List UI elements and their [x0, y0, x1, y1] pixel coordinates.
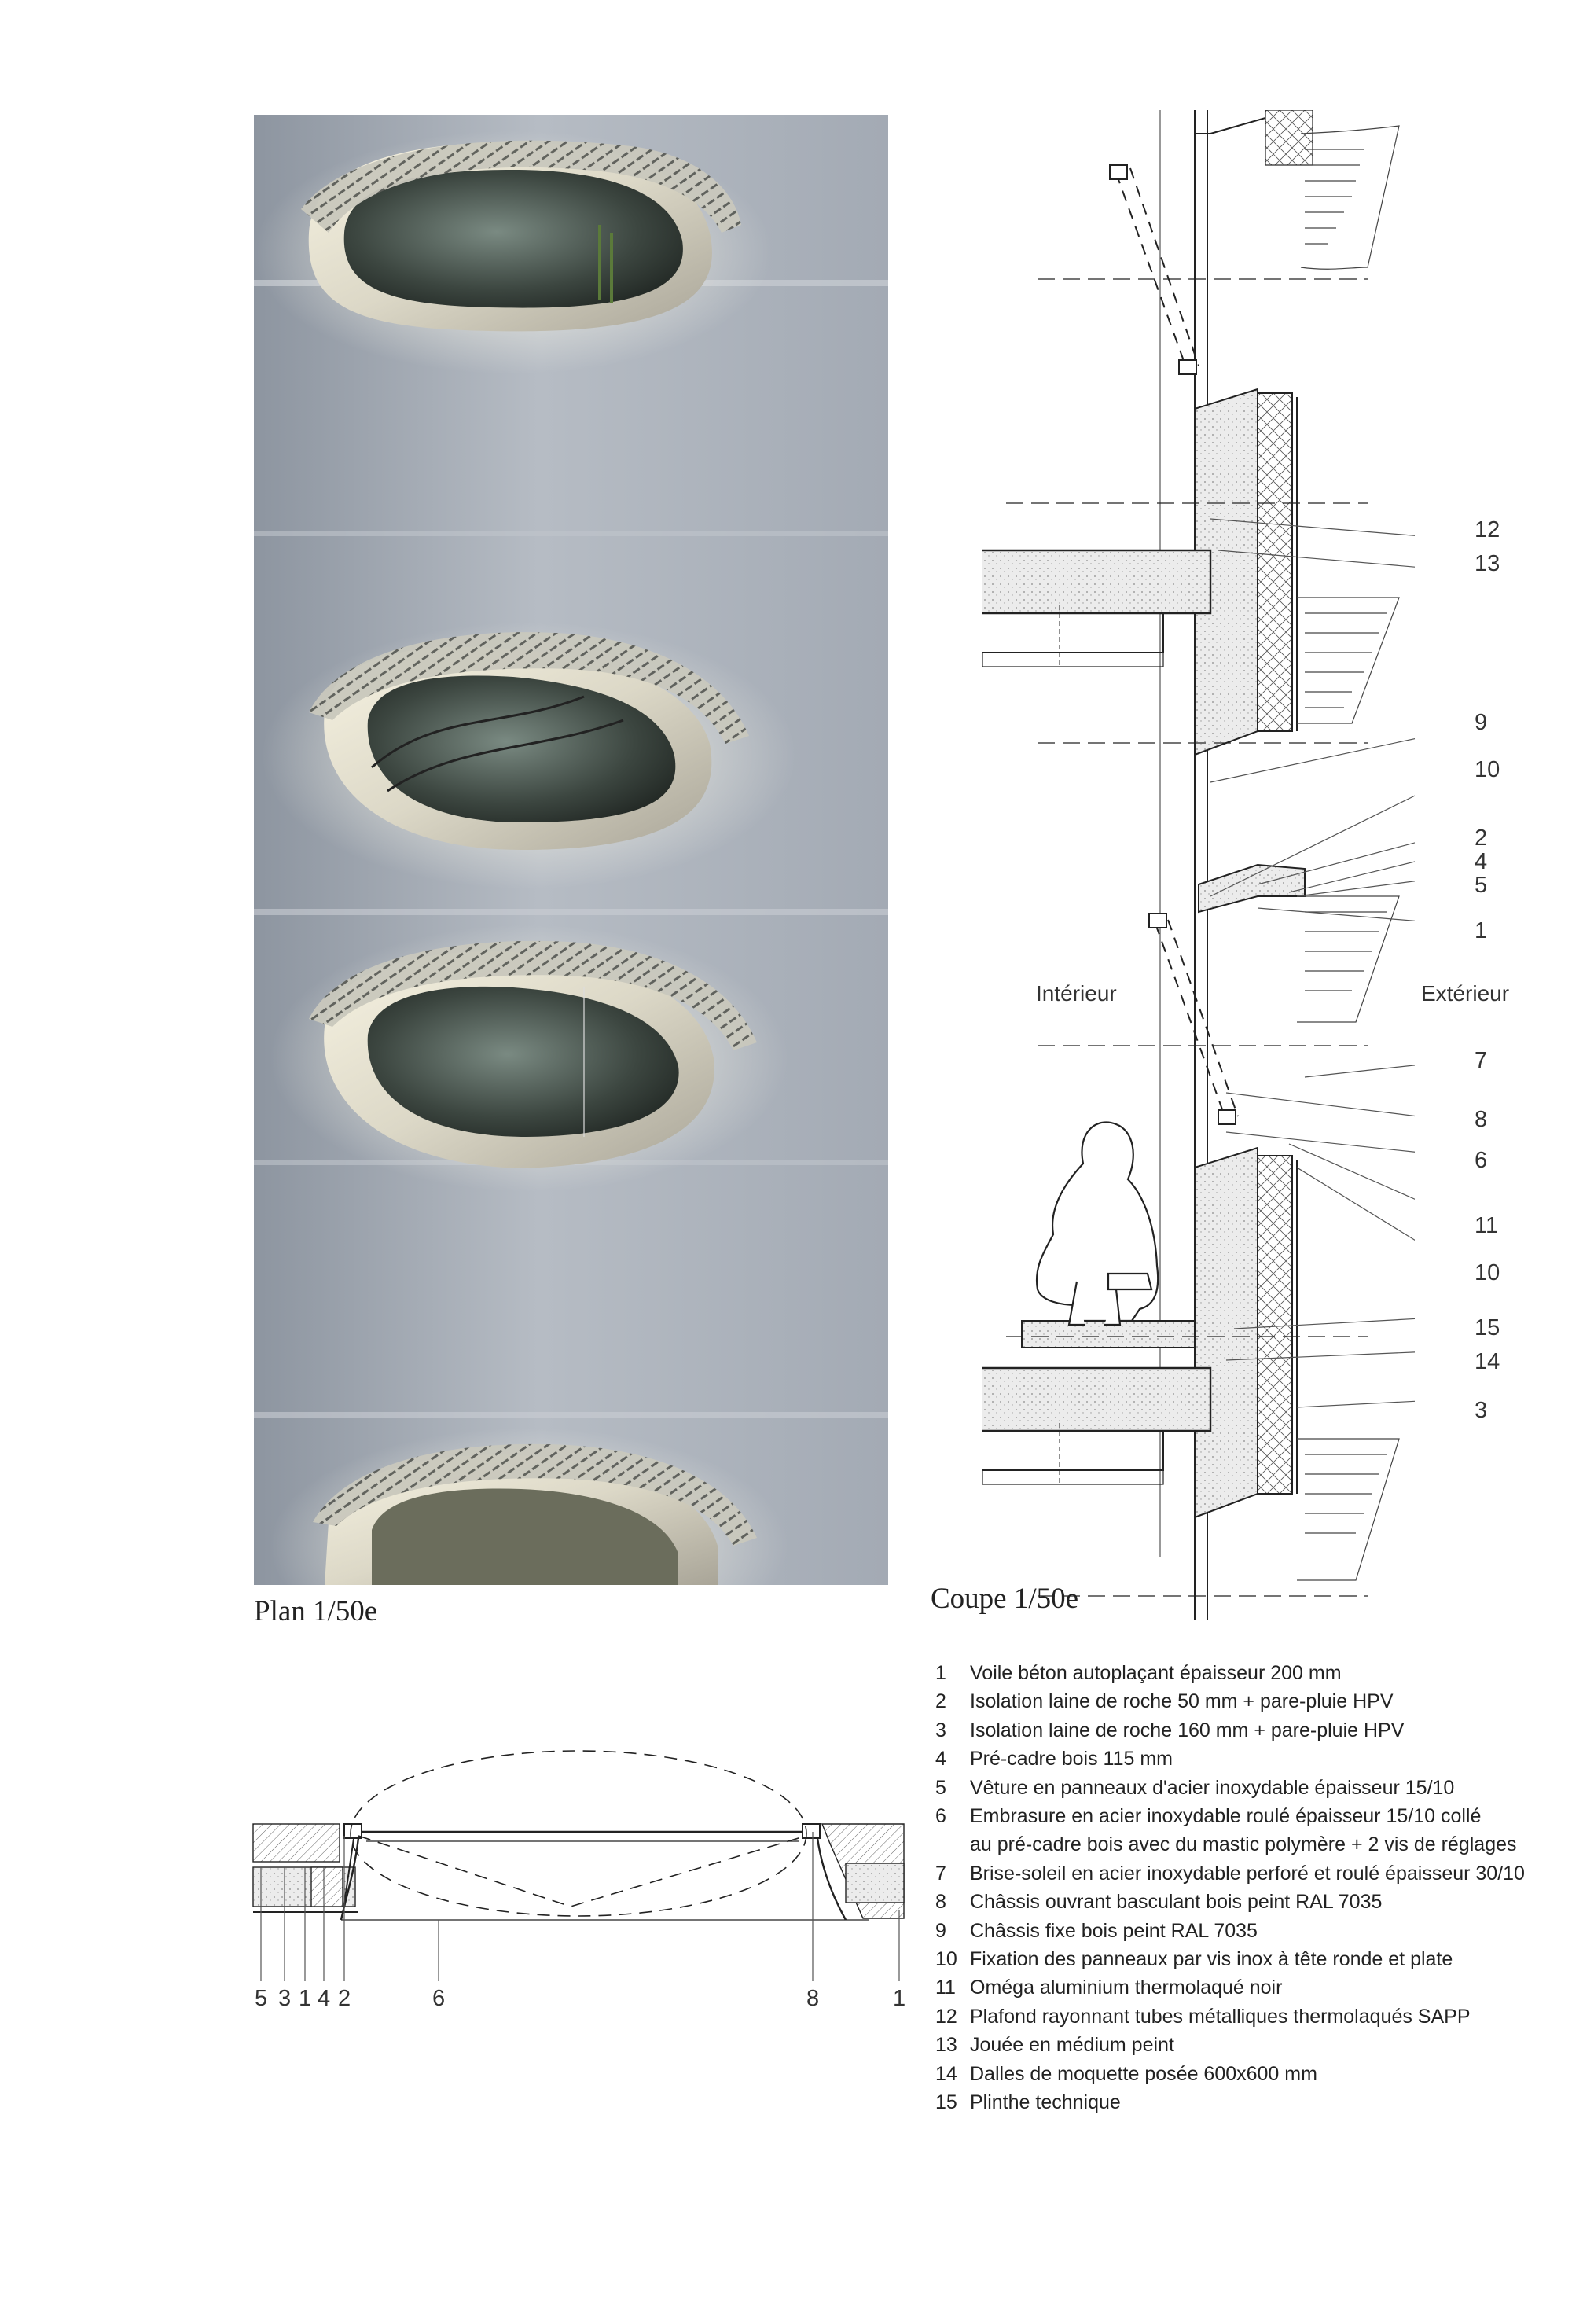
legend-text: Plafond rayonnant tubes métalliques thermolaqués SAPP: [970, 2005, 1471, 2028]
section-callout-6: 6: [1475, 1148, 1488, 1173]
legend-item: [935, 1859, 1564, 1888]
legend-item: [935, 1888, 1564, 1916]
legend-number: 6: [935, 1805, 946, 1828]
legend-item: [935, 1802, 1564, 1859]
legend: [935, 1659, 1564, 2117]
section-callout-7: 7: [1475, 1048, 1488, 1073]
section-callout-9: 9: [1475, 710, 1488, 735]
section-callout-5: 5: [1475, 873, 1488, 898]
interior-label: Intérieur: [1036, 981, 1117, 1006]
legend-item: [935, 2060, 1564, 2088]
legend-text: Isolation laine de roche 50 mm + pare-pluie HPV: [970, 1690, 1394, 1713]
section-callout-10b: 10: [1475, 1260, 1500, 1285]
section-callout-2: 2: [1475, 826, 1488, 851]
legend-text: Jouée en médium peint: [970, 2034, 1174, 2057]
plan-drawing: [248, 1714, 909, 2013]
legend-text: Embrasure en acier inoxydable roulé épaisseur 15/10 collé au pré-cadre bois avec du mastic polymère + 2 vis de réglages: [970, 1805, 1517, 1856]
legend-item: [935, 2088, 1564, 2116]
window-1: [254, 131, 773, 374]
legend-item: [935, 1973, 1564, 2002]
legend-text: Oméga aluminium thermolaqué noir: [970, 1977, 1283, 1999]
legend-item: [935, 2031, 1564, 2059]
legend-number: 3: [935, 1719, 946, 1741]
legend-item: [935, 2002, 1564, 2031]
exterior-label: Extérieur: [1421, 981, 1510, 1006]
section-callout-10a: 10: [1475, 757, 1500, 782]
section-callout-3: 3: [1475, 1398, 1488, 1423]
legend-text: Pré-cadre bois 115 mm: [970, 1748, 1173, 1771]
legend-item: [935, 1774, 1564, 1802]
section-callout-8: 8: [1475, 1107, 1488, 1132]
legend-item: [935, 1745, 1564, 1773]
legend-number: 10: [935, 1948, 957, 1971]
window-3: [270, 925, 788, 1192]
plan-callout-5: 5: [255, 1986, 268, 2011]
section-callout-1: 1: [1475, 918, 1488, 943]
section-callout-4: 4: [1475, 849, 1488, 874]
plan-callout-3: 3: [278, 1986, 292, 2011]
legend-text: Voile béton autoplaçant épaisseur 200 mm: [970, 1662, 1342, 1684]
legend-number: 7: [935, 1862, 946, 1885]
plan-callout-6: 6: [432, 1986, 446, 2011]
legend-item: [935, 1917, 1564, 1945]
legend-number: 2: [935, 1690, 946, 1713]
plan-callout-2: 2: [338, 1986, 351, 2011]
legend-text: Fixation des panneaux par vis inox à tête ronde et plate: [970, 1948, 1453, 1971]
legend-text: Vêture en panneaux d'acier inoxydable épaisseur 15/10: [970, 1776, 1455, 1799]
legend-text: Brise-soleil en acier inoxydable perforé et roulé épaisseur 30/10: [970, 1862, 1525, 1885]
section-callout-13: 13: [1475, 551, 1500, 576]
section-callout-15: 15: [1475, 1315, 1500, 1340]
legend-number: 8: [935, 1891, 946, 1914]
legend-number: 4: [935, 1748, 946, 1771]
section-callout-14: 14: [1475, 1349, 1500, 1374]
section-drawing: [927, 110, 1415, 1635]
plan-callout-4: 4: [318, 1986, 331, 2011]
legend-number: 13: [935, 2034, 957, 2057]
legend-number: 15: [935, 2091, 957, 2114]
legend-item: [935, 1659, 1564, 1687]
legend-item: [935, 1716, 1564, 1745]
section-callout-12: 12: [1475, 517, 1500, 542]
legend-text: Isolation laine de roche 160 mm + pare-pluie HPV: [970, 1719, 1405, 1741]
plan-caption: Plan 1/50e: [254, 1595, 378, 1627]
legend-text: Châssis fixe bois peint RAL 7035: [970, 1919, 1258, 1942]
seated-figure: [1037, 1122, 1158, 1325]
legend-number: 5: [935, 1776, 946, 1799]
legend-number: 11: [935, 1977, 956, 1999]
legend-number: 9: [935, 1919, 946, 1942]
legend-item: [935, 1945, 1564, 1973]
window-2: [262, 622, 796, 889]
plan-callout-8: 8: [806, 1986, 820, 2011]
coupe-caption: Coupe 1/50e: [931, 1583, 1079, 1615]
legend-text: Dalles de moquette posée 600x600 mm: [970, 2062, 1317, 2085]
plan-callout-1a: 1: [299, 1986, 312, 2011]
facade-photo: [254, 115, 888, 1585]
legend-number: 1: [935, 1662, 946, 1684]
legend-number: 14: [935, 2062, 957, 2085]
legend-text: Châssis ouvrant basculant bois peint RAL 7035: [970, 1891, 1383, 1914]
section-callout-11: 11: [1475, 1213, 1499, 1238]
plan-callout-1b: 1: [893, 1986, 906, 2011]
legend-number: 12: [935, 2005, 957, 2028]
legend-text: Plinthe technique: [970, 2091, 1121, 2114]
legend-item: [935, 1687, 1564, 1715]
